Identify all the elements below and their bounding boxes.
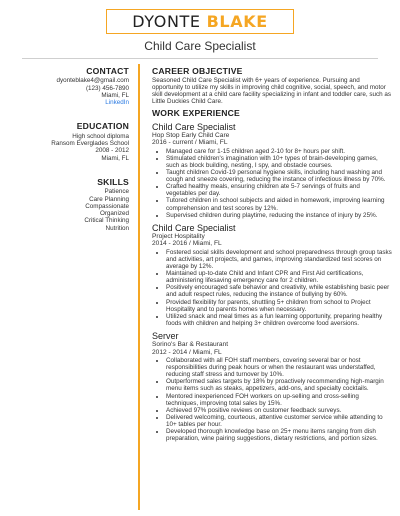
job-bullet: • Mentored inexperienced FOH workers on up-selling and cross-selling techniques, improving total sales by 15%. [166,393,392,407]
job-bullet: • Taught children Covid-19 personal hygiene skills, including hand washing and cough and sneeze covering, reducing the instance of infectious illness by 70%. [166,169,392,183]
job-bullets [152,148,392,219]
job-bullet: • Stimulated children's imagination with 10+ types of brain-developing games, such as block building, nesting, I spy, and obstacle courses. [166,155,392,169]
job-bullet: • Delivered welcoming, courteous, attentive customer service while attending to 10+ tables per hour. [166,414,392,428]
job-bullet: • Crafted healthy meals, ensuring children ate 5-7 servings of fruits and vegetables per day. [166,183,392,197]
skill-item: Care Planning [89,195,129,203]
job-entry [152,331,392,442]
job-bullet: • Tutored children in school subjects and aided in homework, improving learning comprehension and test scores by 12%. [166,197,392,211]
contact-section [14,68,129,106]
linkedin-link[interactable]: LinkedIn [105,99,129,107]
job-bullet: • Supervised children during playtime, reducing the instance of injury by 25%. [166,212,392,219]
job-title-heading: Child Care Specialist [144,39,256,53]
contact-location: Miami, FL [101,91,129,99]
skills-heading: SKILLS [97,176,129,187]
education-years: 2008 - 2012 [95,147,129,155]
job-bullet: • Utilized snack and meal times as a fun learning opportunity, preparing healthy foods with children and helping 3+ children overcome food aversions. [166,313,392,327]
job-company: Sorino's Bar & Restaurant [152,340,229,348]
job-title: Child Care Specialist [152,121,236,132]
job-dates-location: 2012 - 2014 / Miami, FL [152,348,222,356]
skill-item: Nutrition [105,224,129,232]
contact-phone: (123) 456-7890 [85,84,129,92]
education-heading: EDUCATION [76,121,129,132]
job-bullets [152,357,392,442]
header-divider [22,58,378,59]
job-bullet: • Outperformed sales targets by 18% by proactively recommending high-margin menu items such as steaks, appetizers, add-ons, and specialty cocktails. [166,378,392,392]
job-bullet: • Managed care for 1-15 children aged 2-10 for 8+ hours per shift. [166,148,392,155]
job-bullets [152,249,392,327]
last-name: BLAKE [206,12,268,31]
job-entry [152,122,392,219]
job-bullet: • Fostered social skills development and school preparedness through group tasks and activities, art projects, and games, improving standardized test scores on average by 12%. [166,249,392,270]
education-school: Ransom Everglades School [51,140,129,148]
contact-email[interactable]: dyonteblake4@gmail.com [56,77,129,85]
column-divider [138,64,140,510]
education-location: Miami, FL [101,154,129,162]
left-column [14,68,129,249]
skill-item: Compassionate [85,202,129,210]
skill-item: Critical Thinking [84,217,129,225]
skills-section [14,176,129,232]
job-title: Child Care Specialist [152,222,236,233]
job-bullet: • Developed thorough knowledge base on 25+ menu items ranging from dish preparation, wine pairing suggestions, dietary restrictions, and portion sizes. [166,428,392,442]
name-box [106,9,294,34]
education-section [14,123,129,161]
job-bullet: • Maintained up-to-date Child and Infant CPR and First Aid certifications, administering lifesaving emergency care for 2 children. [166,270,392,284]
contact-heading: CONTACT [86,66,129,76]
education-degree: High school diploma [72,132,129,140]
job-dates-location: 2014 - 2016 / Miami, FL [152,240,222,248]
job-bullet: • Positively encouraged safe behavior and creativity, while establishing basic peer and adult respect rules, reducing the instance of bullying by 60%. [166,284,392,298]
skill-item: Patience [104,188,129,196]
job-bullet: • Provided flexibility for parents, shuttling 5+ children from school to Project Hospitality and to parents homes when necessary. [166,299,392,313]
job-company: Hop Stop Early Child Care [152,131,230,139]
job-bullet: • Collaborated with all FOH staff members, covering several bar or host responsibilities during peak hours or when the restaurant was understaffed, reducing staff stress and turnover by 10%. [166,357,392,378]
objective-text: Seasoned Child Care Specialist with 6+ years of experience. Pursuing and opportunity to utilize my skills in improving child cognitive, social, speech, and motor skill development at a child care facility specializing in infant and toddler care, such as Little Duckies Child Care. [152,77,392,106]
experience-heading: WORK EXPERIENCE [152,108,240,119]
job-dates-location: 2016 - current / Miami, FL [152,139,228,147]
objective-heading: CAREER OBJECTIVE [152,66,243,76]
right-column [152,68,392,442]
job-title: Server [152,330,179,341]
skill-item: Organized [99,210,129,218]
job-bullet: • Achieved 97% positive reviews on customer feedback surveys. [166,407,392,414]
job-company: Project Hospitality [152,232,205,240]
job-entry [152,223,392,327]
first-name: DYONTE [132,12,201,31]
